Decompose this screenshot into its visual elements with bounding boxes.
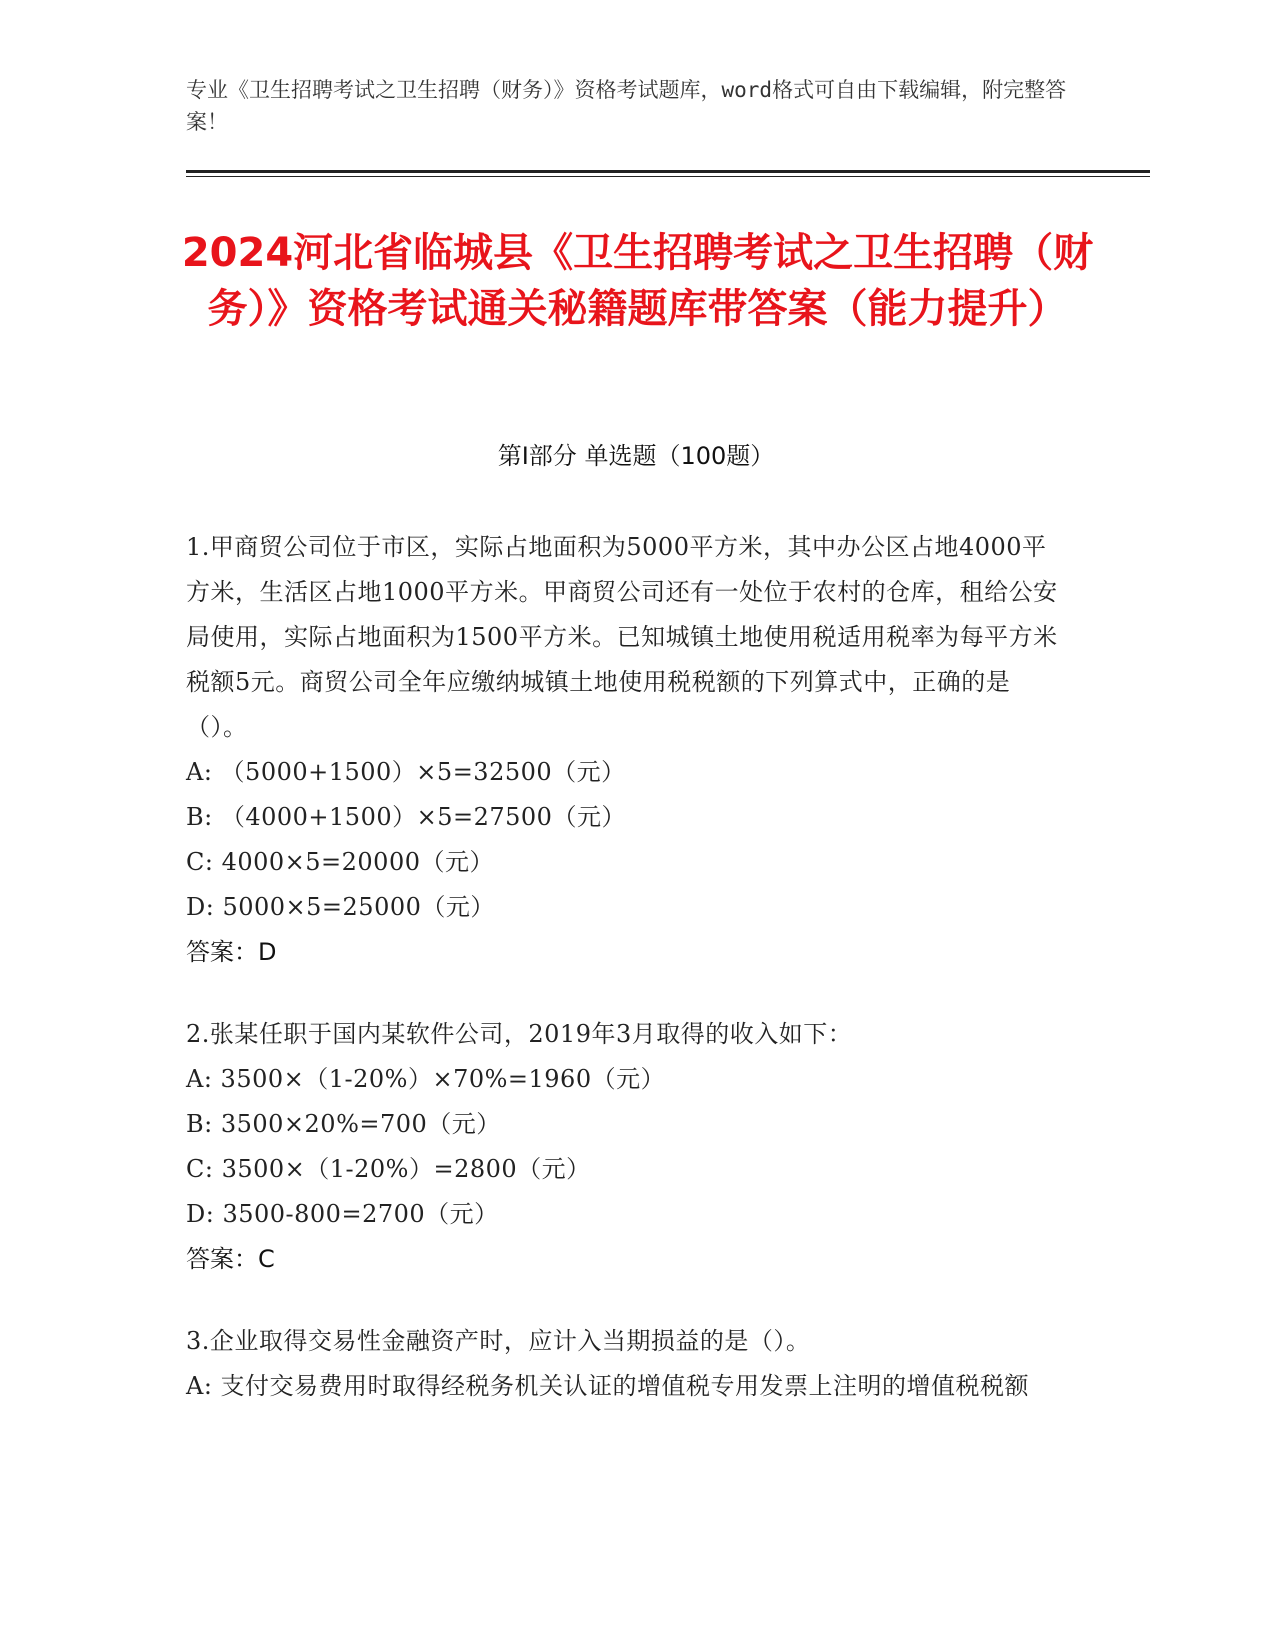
option-a: A: 支付交易费用时取得经税务机关认证的增值税专用发票上注明的增值税税额: [186, 1372, 1030, 1400]
document-title: 2024河北省临城县《卫生招聘考试之卫生招聘（财务）》资格考试通关秘籍题库带答案（能力提升）: [181, 230, 1094, 332]
question-stem: 1.甲商贸公司位于市区，实际占地面积为5000平方米，其中办公区占地4000平方米，生活区占地1000平方米。甲商贸公司还有一处位于农村的仓库，租给公安局使用，实际占地面积为1500平方米。已知城镇土地使用税适用税率为每平方米税额5元。商贸公司全年应缴纳城镇土地使用税税额的下列算式中，正确的是（）。: [186, 533, 1058, 741]
option-a: A: （5000+1500）×5=32500（元）: [186, 758, 626, 786]
answer: 答案：C: [186, 1245, 275, 1273]
option-c: C: 3500×（1-20%）=2800（元）: [186, 1155, 591, 1183]
header-divider-thin: [186, 176, 1150, 177]
section-title: 第I部分 单选题（100题）: [497, 442, 775, 470]
option-d: D: 5000×5=25000（元）: [186, 893, 495, 921]
option-d: D: 3500-800=2700（元）: [186, 1200, 499, 1228]
question-2: [186, 1012, 1066, 1282]
question-list: [186, 525, 1066, 1446]
question-1: [186, 525, 1066, 975]
answer: 答案：D: [186, 938, 277, 966]
option-b: B: 3500×20%=700（元）: [186, 1110, 501, 1138]
question-stem: 2.张某任职于国内某软件公司，2019年3月取得的收入如下：: [186, 1020, 853, 1048]
header-divider-thick: [186, 170, 1150, 173]
question-stem: 3.企业取得交易性金融资产时，应计入当期损益的是（）。: [186, 1327, 811, 1355]
option-a: A: 3500×（1-20%）×70%=1960（元）: [186, 1065, 666, 1093]
question-3: [186, 1319, 1066, 1409]
option-c: C: 4000×5=20000（元）: [186, 848, 494, 876]
header-note: 专业《卫生招聘考试之卫生招聘（财务）》资格考试题库，word格式可自由下载编辑，附完整答案！: [186, 78, 1067, 134]
option-b: B: （4000+1500）×5=27500（元）: [186, 803, 626, 831]
